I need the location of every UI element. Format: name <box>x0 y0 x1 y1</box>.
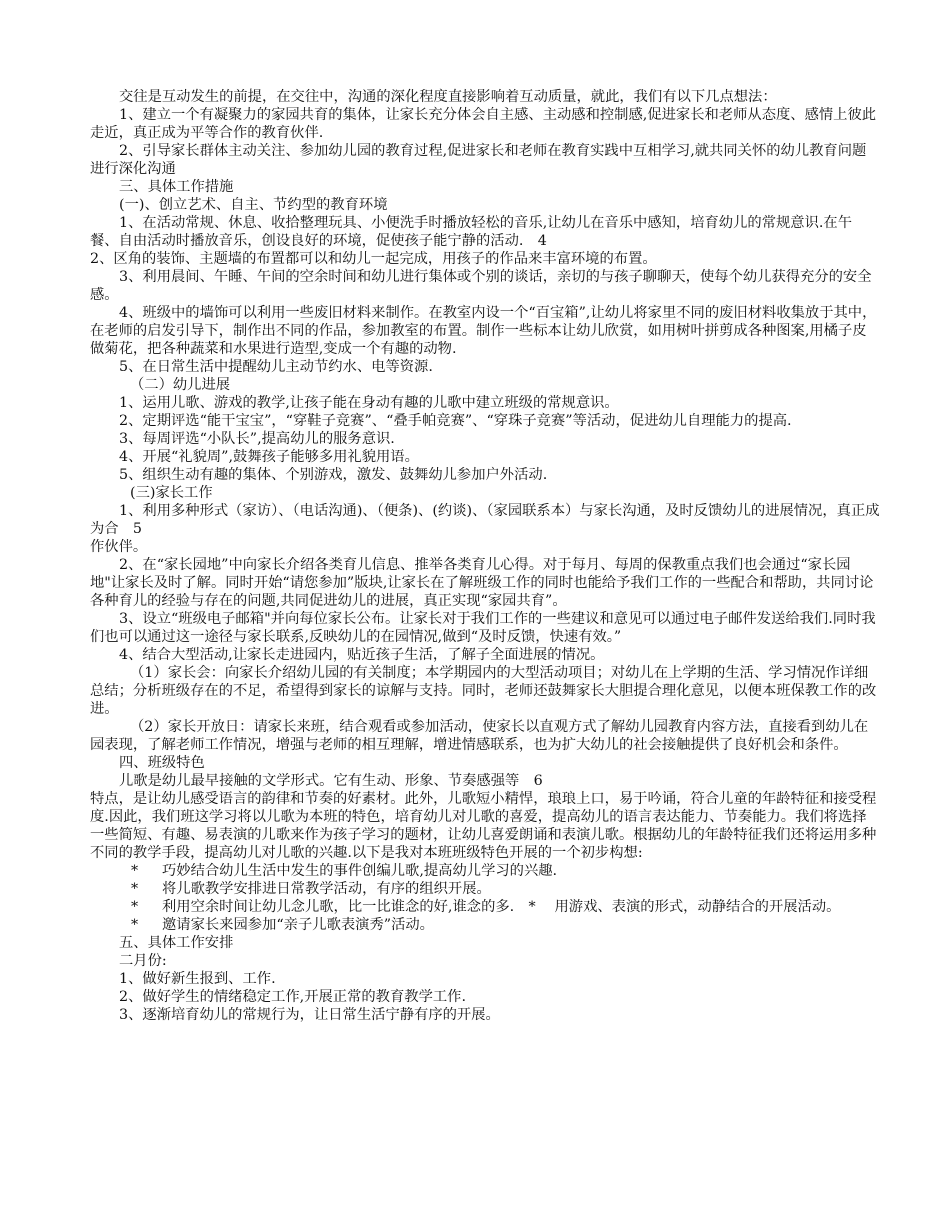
paragraph: （二）幼儿进展 <box>130 377 231 393</box>
paragraph: 特点，是让幼儿感受语言的韵律和节奏的好素材。此外，儿歌短小精悍，琅琅上口，易于吟诵，符合儿童的年龄特征和接受程度.因此，我们班这学习将以儿歌为本班的特色，培育幼儿对儿歌的喜爱，提高幼儿的语言表达能力、节奏能力。我们将选择一些简短、有趣、易表演的儿歌来作为孩子学习的题材，让幼儿喜爱朗诵和表演儿歌。根据幼儿的年龄特征我们还将运用多种不同的教学手段，提高幼儿对儿歌的兴趣.以下是我对本班班级特色开展的一个初步构想: <box>90 791 877 861</box>
bullet-marker: * <box>131 899 139 915</box>
bullet-marker: * <box>131 881 139 897</box>
paragraph-list <box>90 88 880 862</box>
paragraph: 2、区角的装饰、主题墙的布置都可以和幼儿一起完成，用孩子的作品来丰富环境的布置。 <box>90 251 657 267</box>
paragraph: 1、做好新生报到、工作. <box>119 971 276 987</box>
paragraph: 3、利用晨间、午睡、午间的空余时间和幼儿进行集体或个别的谈话，亲切的与孩子聊聊天，使每个幼儿获得充分的安全感。 <box>90 269 872 303</box>
paragraph: 交往是互动发生的前提，在交往中，沟通的深化程度直接影响着互动质量，就此，我们有以下几点想法： <box>119 89 777 105</box>
paragraph: (三)家长工作 <box>130 485 213 501</box>
bullet-text: 巧妙结合幼儿生活中发生的事件创编儿歌,提高幼儿学习的兴趣. <box>162 863 558 879</box>
bullet-item <box>90 898 880 916</box>
paragraph: 4、开展“礼貌周”,鼓舞孩子能够多用礼貌用语。 <box>119 449 419 465</box>
paragraph: 1、在活动常规、休息、收拾整理玩具、小便洗手时播放轻松的音乐,让幼儿在音乐中感知，培育幼儿的常规意识.在午餐、自由活动时播放音乐，创设良好的环境，促使孩子能宁静的活动. 4 <box>90 215 853 249</box>
paragraph: （1）家长会：向家长介绍幼儿园的有关制度；本学期园内的大型活动项目；对幼儿在上学期的生活、学习情况作详细总结；分析班级存在的不足，希望得到家长的谅解与支持。同时，老师还鼓舞家长大胆提合理化意见，以便本班保教工作的改进。 <box>90 665 877 717</box>
bullet-item <box>90 862 880 880</box>
paragraph: 3、每周评选“小队长”,提高幼儿的服务意识. <box>119 431 395 447</box>
paragraph: 三、具体工作措施 <box>119 179 234 195</box>
paragraph: 2、在“家长园地”中向家长介绍各类育儿信息、推举各类育儿心得。对于每月、每周的保教重点我们也会通过“家长园地"让家长及时了解。同时开始“请您参加”版块,让家长在了解班级工作的同时也能给予我们工作的一些配合和帮助，共同讨论各种育儿的经验与存在的问题,共同促进幼儿的进展，真正实现“家园共育”。 <box>90 557 874 609</box>
schedule-section <box>90 934 880 1024</box>
bullet-marker: * <box>131 863 139 879</box>
bullet-text: 将儿歌教学安排进日常教学活动，有序的组织开展。 <box>162 881 491 897</box>
paragraph: 作伙伴。 <box>90 539 148 555</box>
paragraph: 1、利用多种形式（家访）、（电话沟通)、（便条)、(约谈)、（家园联系本）与家长沟通，及时反馈幼儿的进展情况，真正成为合 5 <box>90 503 880 537</box>
paragraph: 1、建立一个有凝聚力的家园共育的集体，让家长充分体会自主感、主动感和控制感,促进家长和老师从态度、感情上彼此走近，真正成为平等合作的教育伙伴. <box>90 107 877 141</box>
paragraph: 5、组织生动有趣的集体、个别游戏，激发、鼓舞幼儿参加户外活动. <box>119 467 548 483</box>
bullet-text: 邀请家长来园参加“亲子儿歌表演秀”活动。 <box>162 917 434 933</box>
paragraph: 2、做好学生的情绪稳定工作,开展正常的教育教学工作. <box>119 989 467 1005</box>
paragraph: 儿歌是幼儿最早接触的文学形式。它有生动、形象、节奏感强等 6 <box>119 773 543 789</box>
paragraph: 四、班级特色 <box>119 755 205 771</box>
document-page <box>90 88 880 1024</box>
paragraph: 3、逐渐培育幼儿的常规行为，让日常生活宁静有序的开展。 <box>119 1007 500 1023</box>
paragraph: 2、定期评选“能干宝宝”，“穿鞋子竞赛”、“叠手帕竞赛”、“穿珠子竞赛”等活动，促进幼儿自理能力的提高. <box>119 413 792 429</box>
bullet-marker: * <box>131 917 139 933</box>
paragraph: 1、运用儿歌、游戏的教学,让孩子能在身动有趣的儿歌中建立班级的常规意识。 <box>119 395 619 411</box>
paragraph: 3、设立“班级电子邮箱"并向每位家长公布。让家长对于我们工作的一些建议和意见可以通过电子邮件发送给我们.同时我们也可以通过这一途径与家长联系,反映幼儿的在园情况,做到“及时反馈，快速有效。” <box>90 611 876 645</box>
paragraph: 五、具体工作安排 <box>119 935 234 951</box>
bullet-item <box>90 880 880 898</box>
paragraph: 4、班级中的墙饰可以利用一些废旧材料来制作。在教室内设一个“百宝箱”,让幼儿将家里不同的废旧材料收集放于其中，在老师的启发引导下，制作出不同的作品，参加教室的布置。制作一些标本让幼儿欣赏，如用树叶拼剪成各种图案,用橘子皮做菊花，把各种蔬菜和水果进行造型,变成一个有趣的动物. <box>90 305 877 357</box>
paragraph: 4、结合大型活动,让家长走进园内，贴近孩子生活，了解子全面进展的情况。 <box>119 647 605 663</box>
bullet-text: 利用空余时间让幼儿念儿歌，比一比谁念的好,谁念的多. * 用游戏、表演的形式，动静结合的开展活动。 <box>162 899 841 915</box>
paragraph: 5、在日常生活中提醒幼儿主动节约水、电等资源. <box>119 359 433 375</box>
paragraph: 2、引导家长群体主动关注、参加幼儿园的教育过程,促进家长和老师在教育实践中互相学习,就共同关怀的幼儿教育问题进行深化沟通 <box>90 143 867 177</box>
paragraph: (一)、创立艺术、自主、节约型的教育环境 <box>119 197 388 213</box>
bullet-list <box>90 862 880 934</box>
paragraph: 二月份: <box>119 953 167 969</box>
paragraph: （2）家长开放日：请家长来班，结合观看或参加活动，使家长以直观方式了解幼儿园教育内容方法，直接看到幼儿在园表现，了解老师工作情况，增强与老师的相互理解，增进情感联系，也为扩大幼儿的社会接触提供了良好机会和条件。 <box>90 719 869 753</box>
bullet-item <box>90 916 880 934</box>
